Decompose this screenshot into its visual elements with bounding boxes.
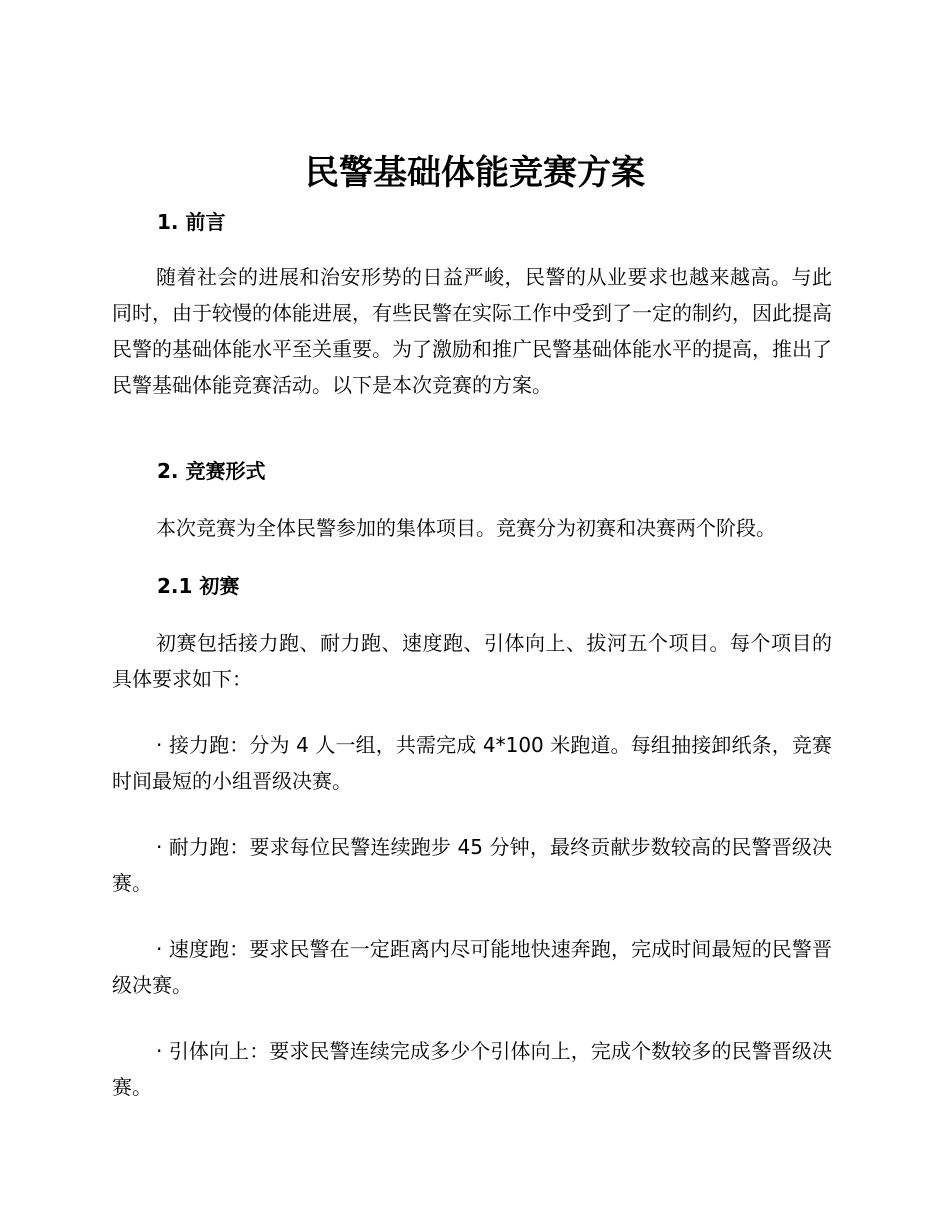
section-heading-preliminary: 2.1 初赛: [157, 574, 240, 598]
paragraph-preface: 随着社会的进展和治安形势的日益严峻，民警的从业要求也越来越高。与此同时，由于较慢的体能进展，有些民警在实际工作中受到了一定的制约，因此提高民警的基础体能水平至关重要。为了激励和推广民警基础体能水平的提高，推出了民警基础体能竞赛活动。以下是本次竞赛的方案。: [112, 265, 832, 397]
list-item-pullup: · 引体向上：要求民警连续完成多少个引体向上，完成个数较多的民警晋级决赛。: [112, 1039, 832, 1099]
paragraph-format: 本次竞赛为全体民警参加的集体项目。竞赛分为初赛和决赛两个阶段。: [156, 516, 776, 540]
section-heading-format: 2. 竞赛形式: [157, 459, 266, 483]
paragraph-preliminary-intro: 初赛包括接力跑、耐力跑、速度跑、引体向上、拔河五个项目。每个项目的具体要求如下：: [112, 631, 832, 691]
section-heading-preface: 1. 前言: [157, 210, 226, 234]
document-title: 民警基础体能竞赛方案: [305, 153, 645, 193]
list-item-relay: · 接力跑：分为 4 人一组，共需完成 4*100 米跑道。每组抽接卸纸条，竞赛时间最短的小组晋级决赛。: [112, 733, 832, 793]
list-item-sprint: · 速度跑：要求民警在一定距离内尽可能地快速奔跑，完成时间最短的民警晋级决赛。: [112, 937, 832, 997]
list-item-endurance: · 耐力跑：要求每位民警连续跑步 45 分钟，最终贡献步数较高的民警晋级决赛。: [112, 835, 832, 895]
